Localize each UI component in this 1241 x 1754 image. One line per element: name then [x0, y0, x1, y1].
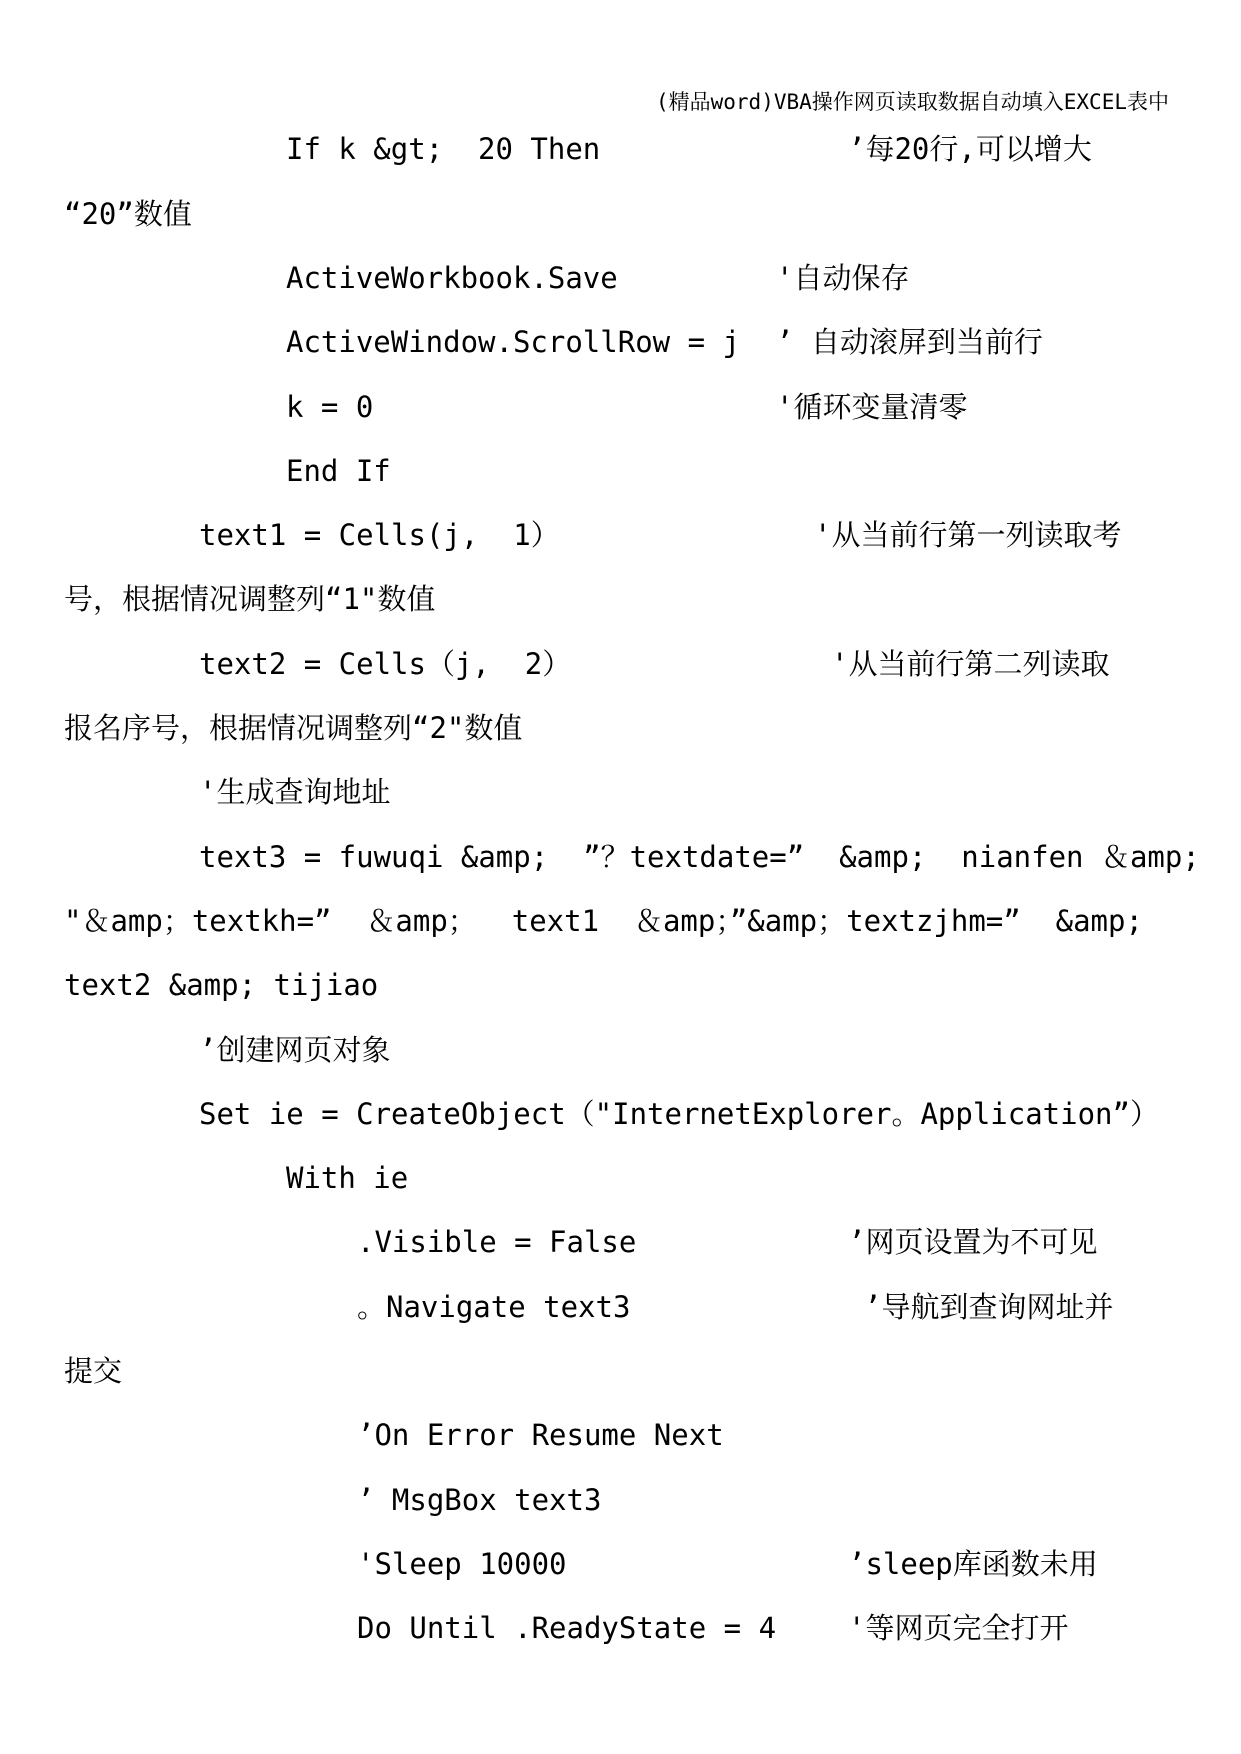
line-code: 号，根据情况调整列“1"数值 — [64, 582, 436, 616]
code-line — [0, 1596, 1241, 1660]
line-code: k = 0 — [286, 390, 374, 424]
code-line — [0, 503, 1241, 567]
line-comment: '自动保存 — [776, 261, 910, 295]
code-line — [0, 632, 1241, 696]
line-comment: '等网页完全打开 — [848, 1611, 1069, 1645]
line-comment: ’网页设置为不可见 — [848, 1225, 1098, 1259]
line-comment: '从当前行第一列读取考 — [814, 518, 1122, 552]
code-line — [0, 439, 1241, 503]
line-comment: '从当前行第二列读取 — [831, 647, 1110, 681]
line-comment: ’导航到查询网址并 — [864, 1290, 1114, 1324]
code-line — [0, 1468, 1241, 1532]
code-line — [0, 1210, 1241, 1274]
code-line — [0, 310, 1241, 374]
line-code: ’ MsgBox text3 — [357, 1483, 602, 1517]
code-line — [0, 375, 1241, 439]
line-comment: ’每20行,可以增大 — [848, 132, 1092, 166]
line-code: With ie — [286, 1161, 409, 1195]
line-code: Set ie = CreateObject（"InternetExplorer。Application”） — [199, 1097, 1159, 1131]
line-comment: ’ 自动滚屏到当前行 — [776, 325, 1043, 359]
line-code: End If — [286, 454, 391, 488]
line-comment: '循环变量清零 — [776, 390, 968, 424]
continuation-line — [0, 696, 1241, 760]
line-code: text3 = fuwuqi &amp; ”？textdate=” &amp; nianfen ＆amp; — [199, 840, 1200, 874]
continuation-line — [0, 182, 1241, 246]
line-code: 提交 — [64, 1354, 123, 1388]
code-line — [0, 117, 1241, 181]
line-code: 。Navigate text3 — [357, 1290, 631, 1324]
line-code: text2 = Cells（j, 2） — [199, 647, 572, 681]
code-line — [0, 1082, 1241, 1146]
line-code: ’创建网页对象 — [199, 1033, 391, 1067]
line-code: ’On Error Resume Next — [357, 1418, 724, 1452]
continuation-line — [0, 953, 1241, 1017]
code-line — [0, 760, 1241, 824]
line-code: "＆amp；textkh=” ＆amp； text1 ＆amp；”&amp；textzjhm=” &amp; — [64, 904, 1143, 938]
line-comment: ’sleep库函数未用 — [848, 1547, 1098, 1581]
line-code: If k &gt; 20 Then — [286, 132, 601, 166]
code-line — [0, 1018, 1241, 1082]
line-code: '生成查询地址 — [199, 775, 391, 809]
code-line — [0, 246, 1241, 310]
code-line — [0, 1532, 1241, 1596]
code-line — [0, 1275, 1241, 1339]
code-line — [0, 825, 1241, 889]
line-code: Do Until .ReadyState = 4 — [357, 1611, 777, 1645]
line-code: “20”数值 — [64, 197, 192, 231]
continuation-line — [0, 567, 1241, 631]
code-line — [0, 1403, 1241, 1467]
line-code: text2 &amp; tijiao — [64, 968, 379, 1002]
line-code: ActiveWorkbook.Save — [286, 261, 618, 295]
line-code: text1 = Cells(j, 1） — [199, 518, 560, 552]
line-code: ActiveWindow.ScrollRow = j — [286, 325, 740, 359]
continuation-line — [0, 889, 1241, 953]
page-header-title: (精品word)VBA操作网页读取数据自动填入EXCEL表中 — [655, 90, 1169, 114]
line-code: .Visible = False — [357, 1225, 637, 1259]
line-code: 报名序号，根据情况调整列“2"数值 — [64, 711, 523, 745]
continuation-line — [0, 1339, 1241, 1403]
code-line — [0, 1146, 1241, 1210]
line-code: 'Sleep 10000 — [357, 1547, 567, 1581]
